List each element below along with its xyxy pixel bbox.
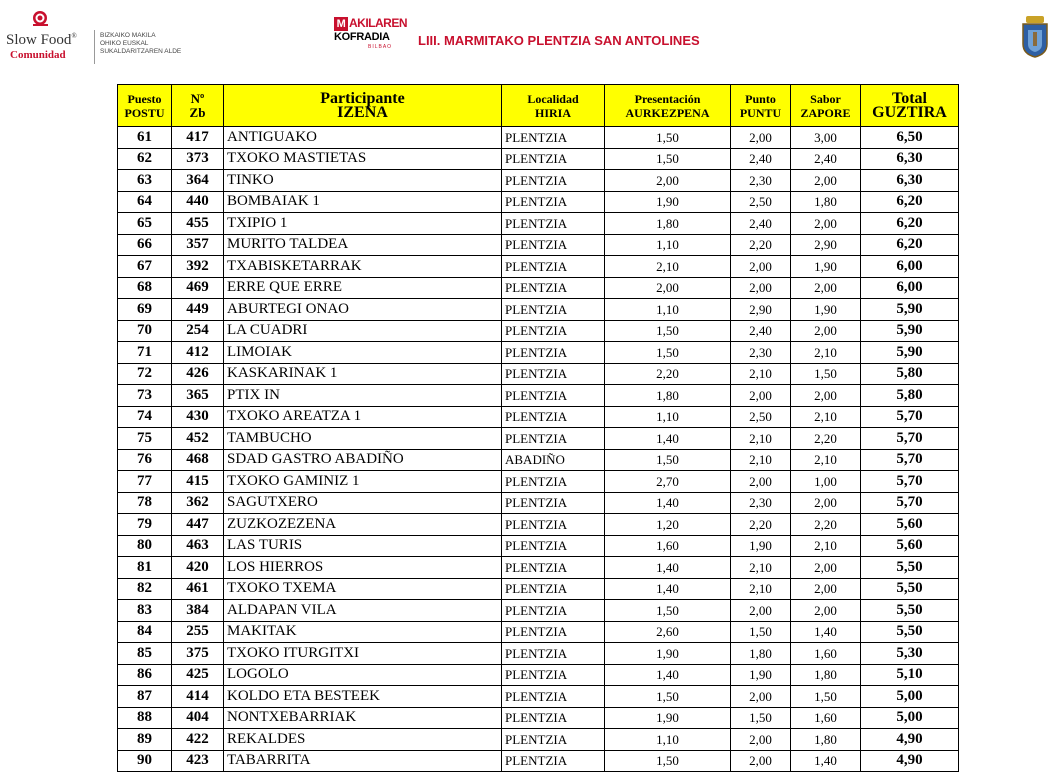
cell-locality: PLENTZIA <box>502 170 605 192</box>
cell-locality: PLENTZIA <box>502 363 605 385</box>
cell-locality: ABADIÑO <box>502 449 605 471</box>
cell-locality: PLENTZIA <box>502 643 605 665</box>
col-header-sabor: Sabor ZAPORE <box>791 85 861 127</box>
cell-participant: TXIPIO 1 <box>224 213 502 235</box>
slow-food-logo <box>6 8 186 61</box>
cell-position: 90 <box>118 750 172 772</box>
cell-locality: PLENTZIA <box>502 127 605 149</box>
cell-presentation: 1,40 <box>605 492 731 514</box>
cell-presentation: 2,00 <box>605 277 731 299</box>
cell-sabor: 1,60 <box>791 707 861 729</box>
cell-sabor: 2,20 <box>791 428 861 450</box>
col-header-total: Total GUZTIRA <box>861 85 959 127</box>
cell-position: 87 <box>118 686 172 708</box>
cell-presentation: 1,40 <box>605 557 731 579</box>
cell-punto: 2,20 <box>731 234 791 256</box>
col-header-number: Nº Zb <box>172 85 224 127</box>
cell-position: 69 <box>118 299 172 321</box>
maki-line2: KOFRADIA <box>334 31 390 43</box>
table-row <box>118 148 959 170</box>
cell-total: 6,00 <box>861 277 959 299</box>
cell-position: 66 <box>118 234 172 256</box>
cell-sabor: 2,00 <box>791 277 861 299</box>
cell-locality: PLENTZIA <box>502 535 605 557</box>
cell-number: 392 <box>172 256 224 278</box>
cell-position: 79 <box>118 514 172 536</box>
cell-participant: ALDAPAN VILA <box>224 600 502 622</box>
cell-position: 83 <box>118 600 172 622</box>
cell-total: 6,00 <box>861 256 959 278</box>
cell-presentation: 2,20 <box>605 363 731 385</box>
cell-locality: PLENTZIA <box>502 557 605 579</box>
cell-total: 6,50 <box>861 127 959 149</box>
table-row <box>118 277 959 299</box>
cell-participant: TXOKO TXEMA <box>224 578 502 600</box>
cell-presentation: 2,60 <box>605 621 731 643</box>
cell-punto: 2,20 <box>731 514 791 536</box>
cell-participant: ZUZKOZEZENA <box>224 514 502 536</box>
cell-locality: PLENTZIA <box>502 578 605 600</box>
cell-total: 5,30 <box>861 643 959 665</box>
cell-position: 84 <box>118 621 172 643</box>
cell-sabor: 1,40 <box>791 750 861 772</box>
cell-number: 455 <box>172 213 224 235</box>
cell-position: 65 <box>118 213 172 235</box>
cell-total: 6,20 <box>861 213 959 235</box>
cell-total: 5,80 <box>861 363 959 385</box>
cell-position: 81 <box>118 557 172 579</box>
cell-number: 426 <box>172 363 224 385</box>
cell-position: 78 <box>118 492 172 514</box>
cell-presentation: 1,10 <box>605 729 731 751</box>
cell-total: 5,70 <box>861 492 959 514</box>
cell-sabor: 2,10 <box>791 406 861 428</box>
cell-position: 86 <box>118 664 172 686</box>
cell-sabor: 2,00 <box>791 385 861 407</box>
cell-sabor: 3,00 <box>791 127 861 149</box>
cell-total: 5,60 <box>861 514 959 536</box>
cell-number: 404 <box>172 707 224 729</box>
cell-total: 5,00 <box>861 707 959 729</box>
cell-total: 5,50 <box>861 557 959 579</box>
cell-locality: PLENTZIA <box>502 299 605 321</box>
cell-punto: 2,10 <box>731 557 791 579</box>
cell-locality: PLENTZIA <box>502 621 605 643</box>
cell-participant: SDAD GASTRO ABADIÑO <box>224 449 502 471</box>
cell-sabor: 2,00 <box>791 492 861 514</box>
cell-punto: 2,50 <box>731 191 791 213</box>
cell-sabor: 1,90 <box>791 256 861 278</box>
cell-presentation: 2,10 <box>605 256 731 278</box>
cell-punto: 2,00 <box>731 729 791 751</box>
cell-punto: 1,90 <box>731 664 791 686</box>
cell-participant: SAGUTXERO <box>224 492 502 514</box>
cell-locality: PLENTZIA <box>502 600 605 622</box>
cell-total: 5,50 <box>861 600 959 622</box>
table-row <box>118 578 959 600</box>
cell-position: 76 <box>118 449 172 471</box>
cell-sabor: 2,40 <box>791 148 861 170</box>
cell-presentation: 1,80 <box>605 213 731 235</box>
cell-total: 4,90 <box>861 750 959 772</box>
cell-sabor: 2,10 <box>791 342 861 364</box>
cell-sabor: 2,00 <box>791 557 861 579</box>
cell-locality: PLENTZIA <box>502 428 605 450</box>
maki-initial: M <box>334 17 348 31</box>
cell-number: 449 <box>172 299 224 321</box>
col-header-punto: Punto PUNTU <box>731 85 791 127</box>
cell-locality: PLENTZIA <box>502 342 605 364</box>
maki-line1: AKILAREN <box>349 16 407 30</box>
table-row <box>118 686 959 708</box>
cell-sabor: 2,00 <box>791 170 861 192</box>
cell-presentation: 1,10 <box>605 299 731 321</box>
cell-number: 415 <box>172 471 224 493</box>
cell-participant: TXOKO AREATZA 1 <box>224 406 502 428</box>
cell-position: 64 <box>118 191 172 213</box>
cell-locality: PLENTZIA <box>502 191 605 213</box>
cell-sabor: 2,10 <box>791 449 861 471</box>
cell-participant: TAMBUCHO <box>224 428 502 450</box>
cell-presentation: 2,70 <box>605 471 731 493</box>
table-row <box>118 191 959 213</box>
cell-number: 469 <box>172 277 224 299</box>
cell-number: 425 <box>172 664 224 686</box>
cell-sabor: 2,20 <box>791 514 861 536</box>
table-row <box>118 557 959 579</box>
cell-presentation: 1,50 <box>605 449 731 471</box>
cell-presentation: 2,00 <box>605 170 731 192</box>
cell-number: 365 <box>172 385 224 407</box>
cell-punto: 2,50 <box>731 406 791 428</box>
cell-position: 74 <box>118 406 172 428</box>
cell-locality: PLENTZIA <box>502 213 605 235</box>
logo-divider <box>94 30 95 64</box>
cell-sabor: 2,00 <box>791 578 861 600</box>
col-header-locality: Localidad HIRIA <box>502 85 605 127</box>
cell-sabor: 1,90 <box>791 299 861 321</box>
cell-sabor: 1,80 <box>791 191 861 213</box>
cell-number: 468 <box>172 449 224 471</box>
cell-locality: PLENTZIA <box>502 729 605 751</box>
cell-punto: 2,00 <box>731 600 791 622</box>
cell-position: 70 <box>118 320 172 342</box>
cell-punto: 2,00 <box>731 256 791 278</box>
table-row <box>118 299 959 321</box>
cell-position: 67 <box>118 256 172 278</box>
cell-locality: PLENTZIA <box>502 664 605 686</box>
cell-punto: 2,40 <box>731 213 791 235</box>
cell-presentation: 1,50 <box>605 342 731 364</box>
cell-total: 6,30 <box>861 170 959 192</box>
cell-total: 5,90 <box>861 299 959 321</box>
cell-presentation: 1,50 <box>605 686 731 708</box>
slow-food-text <box>100 32 181 56</box>
table-row <box>118 256 959 278</box>
slow-food-text-line: BIZKAIKO MAKILA <box>100 32 156 39</box>
cell-presentation: 1,90 <box>605 707 731 729</box>
cell-locality: PLENTZIA <box>502 277 605 299</box>
cell-sabor: 1,80 <box>791 664 861 686</box>
cell-participant: MURITO TALDEA <box>224 234 502 256</box>
cell-total: 5,70 <box>861 406 959 428</box>
cell-position: 73 <box>118 385 172 407</box>
table-row <box>118 643 959 665</box>
table-row <box>118 320 959 342</box>
col-header-presentation: Presentación AURKEZPENA <box>605 85 731 127</box>
slow-food-text-line: OHIKO EUSKAL <box>100 40 149 47</box>
cell-sabor: 2,00 <box>791 213 861 235</box>
cell-participant: ABURTEGI ONAO <box>224 299 502 321</box>
cell-number: 254 <box>172 320 224 342</box>
col-header-participant: Participante IZENA <box>224 85 502 127</box>
cell-participant: TABARRITA <box>224 750 502 772</box>
cell-locality: PLENTZIA <box>502 686 605 708</box>
slow-food-sub: Comunidad <box>10 49 66 61</box>
cell-total: 4,90 <box>861 729 959 751</box>
cell-locality: PLENTZIA <box>502 750 605 772</box>
cell-locality: PLENTZIA <box>502 707 605 729</box>
cell-punto: 2,10 <box>731 449 791 471</box>
cell-participant: REKALDES <box>224 729 502 751</box>
cell-presentation: 1,60 <box>605 535 731 557</box>
cell-presentation: 1,50 <box>605 600 731 622</box>
cell-total: 6,20 <box>861 234 959 256</box>
page-header <box>0 0 1064 80</box>
table-row <box>118 449 959 471</box>
table-row <box>118 127 959 149</box>
cell-participant: LA CUADRI <box>224 320 502 342</box>
table-row <box>118 234 959 256</box>
cell-punto: 2,10 <box>731 578 791 600</box>
cell-position: 88 <box>118 707 172 729</box>
table-row <box>118 621 959 643</box>
table-row <box>118 363 959 385</box>
cell-participant: NONTXEBARRIAK <box>224 707 502 729</box>
cell-punto: 1,50 <box>731 707 791 729</box>
cell-locality: PLENTZIA <box>502 256 605 278</box>
cell-punto: 1,80 <box>731 643 791 665</box>
cell-presentation: 1,50 <box>605 148 731 170</box>
cell-number: 423 <box>172 750 224 772</box>
cell-sabor: 1,60 <box>791 643 861 665</box>
cell-total: 6,20 <box>861 191 959 213</box>
cell-sabor: 2,00 <box>791 320 861 342</box>
snail-icon <box>30 10 50 28</box>
cell-total: 5,70 <box>861 471 959 493</box>
cell-participant: TXOKO ITURGITXI <box>224 643 502 665</box>
cell-number: 420 <box>172 557 224 579</box>
cell-participant: PTIX IN <box>224 385 502 407</box>
cell-punto: 2,00 <box>731 385 791 407</box>
cell-number: 414 <box>172 686 224 708</box>
cell-locality: PLENTZIA <box>502 471 605 493</box>
cell-sabor: 1,50 <box>791 686 861 708</box>
cell-locality: PLENTZIA <box>502 492 605 514</box>
cell-punto: 2,00 <box>731 471 791 493</box>
cell-presentation: 1,90 <box>605 191 731 213</box>
col-header-position: Puesto POSTU <box>118 85 172 127</box>
cell-total: 5,00 <box>861 686 959 708</box>
cell-sabor: 1,00 <box>791 471 861 493</box>
cell-participant: LOS HIERROS <box>224 557 502 579</box>
cell-participant: KOLDO ETA BESTEEK <box>224 686 502 708</box>
cell-presentation: 1,10 <box>605 234 731 256</box>
makilaren-kofradia-logo <box>334 16 410 52</box>
cell-presentation: 1,90 <box>605 643 731 665</box>
cell-number: 384 <box>172 600 224 622</box>
cell-position: 77 <box>118 471 172 493</box>
cell-locality: PLENTZIA <box>502 385 605 407</box>
cell-participant: TXOKO GAMINIZ 1 <box>224 471 502 493</box>
table-header-row <box>118 85 959 127</box>
table-row <box>118 428 959 450</box>
cell-locality: PLENTZIA <box>502 514 605 536</box>
cell-position: 85 <box>118 643 172 665</box>
cell-position: 89 <box>118 729 172 751</box>
cell-punto: 2,00 <box>731 686 791 708</box>
cell-punto: 2,10 <box>731 363 791 385</box>
cell-total: 5,70 <box>861 449 959 471</box>
table-row <box>118 664 959 686</box>
cell-presentation: 1,40 <box>605 664 731 686</box>
cell-position: 82 <box>118 578 172 600</box>
cell-number: 422 <box>172 729 224 751</box>
cell-locality: PLENTZIA <box>502 320 605 342</box>
cell-number: 255 <box>172 621 224 643</box>
cell-presentation: 1,50 <box>605 750 731 772</box>
cell-total: 5,60 <box>861 535 959 557</box>
table-row <box>118 471 959 493</box>
cell-punto: 2,00 <box>731 127 791 149</box>
cell-participant: BOMBAIAK 1 <box>224 191 502 213</box>
cell-total: 5,10 <box>861 664 959 686</box>
results-table <box>117 84 959 772</box>
table-row <box>118 170 959 192</box>
cell-participant: LOGOLO <box>224 664 502 686</box>
cell-number: 452 <box>172 428 224 450</box>
cell-number: 417 <box>172 127 224 149</box>
cell-punto: 2,40 <box>731 320 791 342</box>
cell-punto: 1,50 <box>731 621 791 643</box>
cell-participant: TXABISKETARRAK <box>224 256 502 278</box>
cell-number: 440 <box>172 191 224 213</box>
cell-sabor: 1,80 <box>791 729 861 751</box>
cell-sabor: 2,10 <box>791 535 861 557</box>
cell-total: 5,50 <box>861 578 959 600</box>
cell-punto: 2,40 <box>731 148 791 170</box>
cell-total: 5,50 <box>861 621 959 643</box>
cell-punto: 2,30 <box>731 492 791 514</box>
coat-of-arms-icon <box>1020 14 1050 58</box>
table-row <box>118 406 959 428</box>
cell-number: 461 <box>172 578 224 600</box>
cell-total: 5,90 <box>861 320 959 342</box>
table-row <box>118 514 959 536</box>
cell-punto: 1,90 <box>731 535 791 557</box>
table-row <box>118 342 959 364</box>
cell-punto: 2,90 <box>731 299 791 321</box>
cell-presentation: 1,40 <box>605 428 731 450</box>
registered-mark: ® <box>71 32 77 40</box>
cell-sabor: 2,00 <box>791 600 861 622</box>
cell-position: 62 <box>118 148 172 170</box>
maki-line3: BILBAO <box>368 44 393 50</box>
cell-participant: KASKARINAK 1 <box>224 363 502 385</box>
cell-number: 447 <box>172 514 224 536</box>
cell-participant: LAS TURIS <box>224 535 502 557</box>
cell-number: 430 <box>172 406 224 428</box>
cell-locality: PLENTZIA <box>502 234 605 256</box>
cell-number: 364 <box>172 170 224 192</box>
cell-position: 63 <box>118 170 172 192</box>
cell-punto: 2,30 <box>731 170 791 192</box>
cell-position: 75 <box>118 428 172 450</box>
cell-position: 61 <box>118 127 172 149</box>
cell-participant: LIMOIAK <box>224 342 502 364</box>
slow-food-text-line: SUKALDARITZAREN ALDE <box>100 48 182 55</box>
cell-participant: ANTIGUAKO <box>224 127 502 149</box>
cell-position: 72 <box>118 363 172 385</box>
page-title: LIII. MARMITAKO PLENTZIA SAN ANTOLINES <box>418 33 700 48</box>
cell-punto: 2,10 <box>731 428 791 450</box>
cell-total: 5,90 <box>861 342 959 364</box>
cell-total: 5,80 <box>861 385 959 407</box>
table-row <box>118 729 959 751</box>
cell-punto: 2,00 <box>731 750 791 772</box>
cell-total: 6,30 <box>861 148 959 170</box>
cell-number: 463 <box>172 535 224 557</box>
cell-presentation: 1,40 <box>605 578 731 600</box>
cell-locality: PLENTZIA <box>502 148 605 170</box>
cell-presentation: 1,80 <box>605 385 731 407</box>
cell-position: 80 <box>118 535 172 557</box>
cell-presentation: 1,50 <box>605 320 731 342</box>
cell-number: 412 <box>172 342 224 364</box>
table-row <box>118 213 959 235</box>
cell-locality: PLENTZIA <box>502 406 605 428</box>
cell-number: 373 <box>172 148 224 170</box>
cell-participant: ERRE QUE ERRE <box>224 277 502 299</box>
cell-position: 71 <box>118 342 172 364</box>
cell-sabor: 1,40 <box>791 621 861 643</box>
cell-number: 362 <box>172 492 224 514</box>
table-row <box>118 600 959 622</box>
cell-punto: 2,30 <box>731 342 791 364</box>
cell-total: 5,70 <box>861 428 959 450</box>
table-row <box>118 535 959 557</box>
cell-number: 357 <box>172 234 224 256</box>
table-row <box>118 492 959 514</box>
cell-sabor: 2,90 <box>791 234 861 256</box>
cell-participant: TXOKO MASTIETAS <box>224 148 502 170</box>
cell-participant: TINKO <box>224 170 502 192</box>
cell-presentation: 1,10 <box>605 406 731 428</box>
cell-punto: 2,00 <box>731 277 791 299</box>
table-row <box>118 385 959 407</box>
cell-number: 375 <box>172 643 224 665</box>
cell-presentation: 1,50 <box>605 127 731 149</box>
cell-sabor: 1,50 <box>791 363 861 385</box>
cell-position: 68 <box>118 277 172 299</box>
table-row <box>118 750 959 772</box>
cell-presentation: 1,20 <box>605 514 731 536</box>
slow-food-name: Slow Food <box>6 32 72 48</box>
cell-participant: MAKITAK <box>224 621 502 643</box>
table-row <box>118 707 959 729</box>
